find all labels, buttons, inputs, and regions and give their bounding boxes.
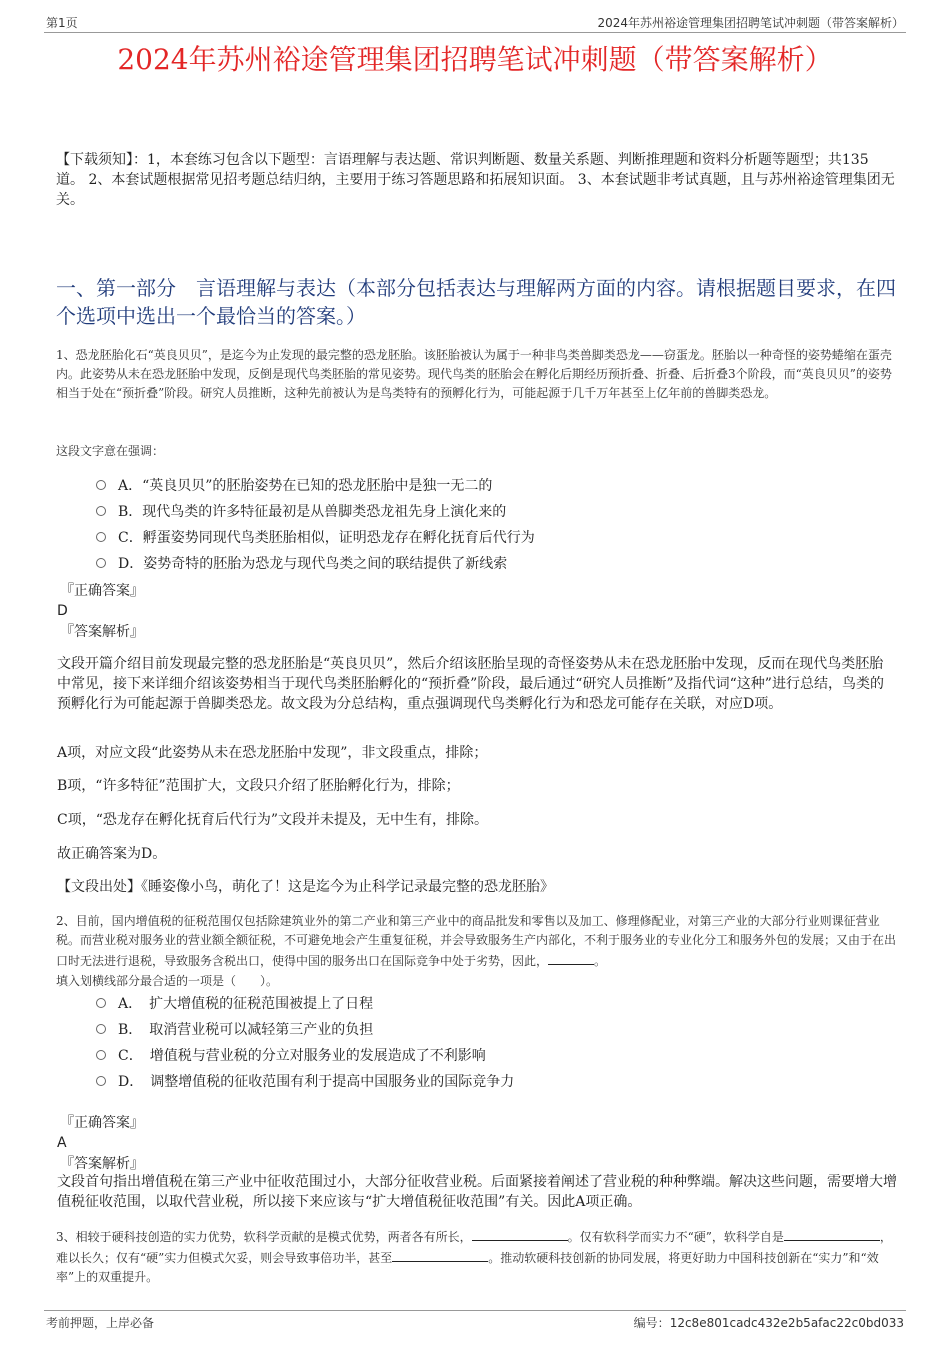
q1-option-c[interactable]: C．孵蛋姿势同现代鸟类胚胎相似，证明恐龙存在孵化抚育后代行为 <box>96 528 535 548</box>
radio-icon <box>96 1024 106 1034</box>
q2-prompt: 填入划横线部分最合适的一项是（ ）。 <box>56 974 279 988</box>
q2-analysis-label: 『答案解析』 <box>60 1156 144 1172</box>
footer-rule <box>44 1310 906 1311</box>
q1-analysis: 文段开篇介绍目前发现最完整的恐龙胚胎是“英良贝贝”，然后介绍该胚胎呈现的奇怪姿势从未在恐龙胚胎中发现，反而在现代鸟类胚胎中常见，接下来详细介绍该姿势相当于现代鸟类胚胎孵化的“预折叠”阶段，最后通过“研究人员推断”及指代词“这种”进行总结，鸟类的预孵化行为可能起源于兽脚类恐龙。故文段为分总结构，重点强调现代鸟类孵化行为和恐龙可能存在关联，对应D项。 <box>57 656 884 712</box>
section-heading: 一、第一部分 言语理解与表达（本部分包括表达与理解两方面的内容。请根据题目要求，在四个选项中选出一个最恰当的答案。） <box>56 276 896 328</box>
answer-blank <box>548 950 594 965</box>
q2-option-a[interactable]: A． 扩大增值税的征税范围被提上了日程 <box>96 994 373 1014</box>
q1-option-b[interactable]: B．现代鸟类的许多特征最初是从兽脚类恐龙祖先身上演化来的 <box>96 502 506 522</box>
radio-icon <box>96 506 106 516</box>
q1-option-d[interactable]: D．姿势奇特的胚胎为恐龙与现代鸟类之间的联结提供了新线索 <box>96 554 507 574</box>
header-rule <box>44 32 906 33</box>
radio-icon <box>96 998 106 1008</box>
footer-slogan: 考前押题，上岸必备 <box>46 1316 155 1330</box>
q1-note-a: A项，对应文段“此姿势从未在恐龙胚胎中发现”，非文段重点，排除； <box>57 745 488 761</box>
answer-blank <box>392 1247 488 1262</box>
q2-option-c[interactable]: C． 增值税与营业税的分立对服务业的发展造成了不利影响 <box>96 1046 486 1066</box>
q1-answer-label: 『正确答案』 <box>60 583 144 599</box>
doc-code: 编号：12c8e801cadc432e2b5afac22c0bd033 <box>633 1316 904 1330</box>
answer-blank <box>784 1226 880 1241</box>
q1-note-b: B项，“许多特征”范围扩大，文段只介绍了胚胎孵化行为，排除； <box>57 778 460 794</box>
download-notice: 【下载须知】：1，本套练习包含以下题型：言语理解与表达题、常识判断题、数量关系题、判断推理题和资料分析题等题型；共135道。 2、本套试题根据常见招考题总结归纳，主要用于练习答题思路和拓展知识面。 3、本套试题非考试真题，且与苏州裕途管理集团无关。 <box>56 152 895 208</box>
q1-stem: 1、恐龙胚胎化石“英良贝贝”，是迄今为止发现的最完整的恐龙胚胎。该胚胎被认为属于一种非鸟类兽脚类恐龙——窃蛋龙。胚胎以一种奇怪的姿势蜷缩在蛋壳内。此姿势从未在恐龙胚胎中发现，反倒是现代鸟类胚胎的常见姿势。现代鸟类的胚胎会在孵化后期经历预折叠、折叠、后折叠3个阶段，而“英良贝贝”的姿势相当于处在“预折叠”阶段。研究人员推断，这种先前被认为是鸟类特有的预孵化行为，可能起源于几千万年甚至上亿年前的兽脚类恐龙。 <box>56 348 892 400</box>
q1-note-c: C项，“恐龙存在孵化抚育后代行为”文段并未提及，无中生有，排除。 <box>57 812 489 828</box>
q1-source: 【文段出处】《睡姿像小鸟，萌化了！这是迄今为止科学记录最完整的恐龙胚胎》 <box>57 879 554 895</box>
radio-icon <box>96 532 106 542</box>
q1-option-a[interactable]: A．“英良贝贝”的胚胎姿势在已知的恐龙胚胎中是独一无二的 <box>96 476 492 496</box>
q2-option-b[interactable]: B． 取消营业税可以减轻第三产业的负担 <box>96 1020 373 1040</box>
q1-prompt: 这段文字意在强调： <box>56 444 165 458</box>
radio-icon <box>96 1050 106 1060</box>
running-title: 2024年苏州裕途管理集团招聘笔试冲刺题（带答案解析） <box>597 16 904 30</box>
q1-analysis-label: 『答案解析』 <box>60 624 144 640</box>
q2-stem: 2、目前，国内增值税的征税范围仅包括除建筑业外的第二产业和第三产业中的商品批发和零售以及加工、修理修配业，对第三产业的大部分行业则课征营业税。而营业税对服务业的营业额全额征税，不可避免地会产生重复征税，并会导致服务生产内部化，不利于服务业的专业化分工和服务外包的发展；又由于在出口时无法进行退税，导致服务含税出口，使得中国的服务出口在国际竞争中处于劣势，因此， 。 <box>56 914 897 968</box>
answer-blank <box>472 1226 568 1241</box>
q2-analysis: 文段首句指出增值税在第三产业中征收范围过小，大部分征收营业税。后面紧接着阐述了营业税的种种弊端。解决这些问题，需要增大增值税征收范围，以取代营业税，所以接下来应该与“扩大增值税征收范围”有关。因此A项正确。 <box>57 1174 897 1210</box>
radio-icon <box>96 1076 106 1086</box>
page-title: 2024年苏州裕途管理集团招聘笔试冲刺题（带答案解析） <box>117 43 833 76</box>
q3-stem: 3、相较于硬科技创造的实力优势，软科学贡献的是模式优势，两者各有所长， 。仅有软科学而实力不“硬”，软科学自是 ，难以长久；仅有“硬”实力但模式欠妥，则会导致事倍功半，甚至 。推动软硬科技创新的协同发展，将更好助力中国科技创新在“实力”和“效率”上的双重提升。 <box>56 1226 896 1287</box>
radio-icon <box>96 558 106 568</box>
q2-answer-label: 『正确答案』 <box>60 1115 144 1131</box>
q1-answer: D <box>57 603 68 619</box>
radio-icon <box>96 480 106 490</box>
q1-conclusion: 故正确答案为D。 <box>57 846 167 862</box>
q2-option-d[interactable]: D． 调整增值税的征收范围有利于提高中国服务业的国际竞争力 <box>96 1072 514 1092</box>
q2-answer: A <box>57 1135 67 1151</box>
page-number: 第1页 <box>46 16 78 30</box>
